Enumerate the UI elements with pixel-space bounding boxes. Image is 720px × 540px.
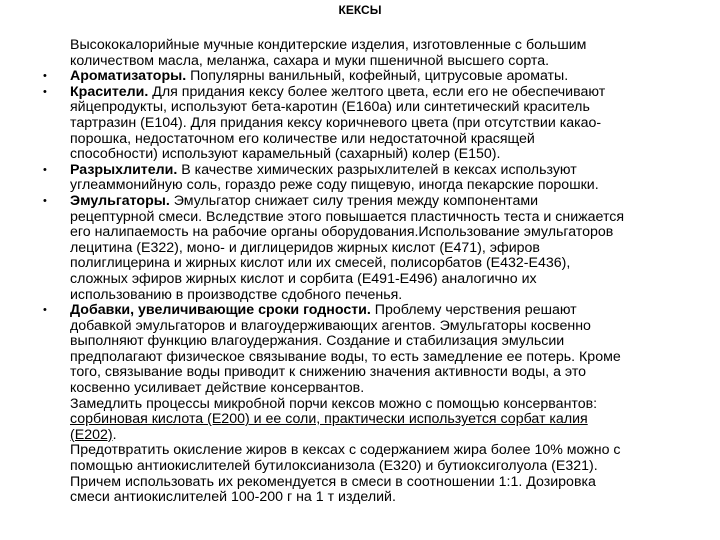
text-shelf-life: Проблему черствения решают добавкой эмульгаторов и влагоудерживающих агентов. Эмульгаторы косвенно выполняют функцию влагоудержания. Создание и стабилизация эмульсии предполагают физическое связывание воды, то есть замедление ее потерь. Кроме того, связывание воды приводит к снижению значения активности воды, а это косвенно усиливает действие консервантов. (70, 302, 621, 397)
preservatives-underlined: сорбиновая кислота (Е200) и ее соли, практически используется сорбат калия (Е202) (70, 411, 588, 443)
page-title: КЕКСЫ (338, 3, 382, 17)
preservatives-lead: Замедлить процессы микробной порчи кексов можно с помощью консервантов: (70, 395, 598, 412)
list-item-colorants (43, 83, 715, 163)
text-emulsifiers: Эмульгатор снижает силу трения между компонентами рецептурной смеси. Вследствие этого повышается пластичность теста и снижается его налипаемость на рабочие органы оборудования.Использование эмульгаторов лецитина (Е322), моно- и диглицеридов жирных кислот (Е471), эфиров полиглицерина и жирных кислот или их смесей, полисорбатов (Е432-Е436), сложных эфиров жирных кислот и сорбита (Е491-Е496) аналогично их использованию в производстве сдобного печенья. (70, 192, 625, 303)
term-shelf-life: Добавки, увеличивающие сроки годности. (70, 302, 371, 319)
list-item-emulsifiers (43, 192, 715, 303)
text-flavorings: Популярны ванильный, кофейный, цитрусовые ароматы. (186, 68, 569, 85)
term-emulsifiers: Эмульгаторы. (70, 192, 170, 209)
bullet-icon: • (43, 163, 47, 176)
preservatives-paragraph (70, 397, 715, 444)
bullet-icon: • (43, 70, 47, 83)
intro-paragraph: Высококалорийные мучные кондитерские изделия, изготовленные с большим количеством масла, меланжа, сахара и муки пшеничной высшего сорта. (70, 37, 587, 69)
list-item-shelf-life (43, 302, 715, 397)
bullet-icon: • (43, 85, 47, 98)
text-colorants: Для придания кексу более желтого цвета, если его не обеспечивают яйцепродукты, используют бета-каротин (Е160а) или синтетический краситель тартразин (Е104). Для придания кексу коричневого цвета (при отсутствии какао- порошка, недостаточном его количестве или недостаточной красящей способности) используют карамельный (сахарный) колер (Е150). (70, 83, 606, 163)
list-item-flavorings (43, 68, 715, 85)
text-leavening: В качестве химических разрыхлителей в кексах используют углеаммонийную соль, гораздо реже соду пищевую, иногда пекарские порошки. (70, 161, 599, 194)
list-item-leavening (43, 161, 715, 194)
preservatives-end: . (112, 426, 117, 443)
bullet-icon: • (43, 304, 47, 317)
bullet-icon: • (43, 194, 47, 207)
document-body (43, 37, 715, 506)
term-leavening: Разрыхлители. (70, 161, 178, 178)
term-flavorings: Ароматизаторы. (70, 68, 187, 85)
term-colorants: Красители. (70, 83, 149, 100)
antioxidants-paragraph: Предотвратить окисление жиров в кексах с содержанием жира более 10% можно с помощью антиокислителей бутилоксианизола (Е320) и бутиоксиголуола (Е321). Причем использовать их рекомендуется в смеси в соотношении 1:1. Дозировка смеси антиокислителей 100-200 г на 1 т изделий. (70, 442, 621, 506)
